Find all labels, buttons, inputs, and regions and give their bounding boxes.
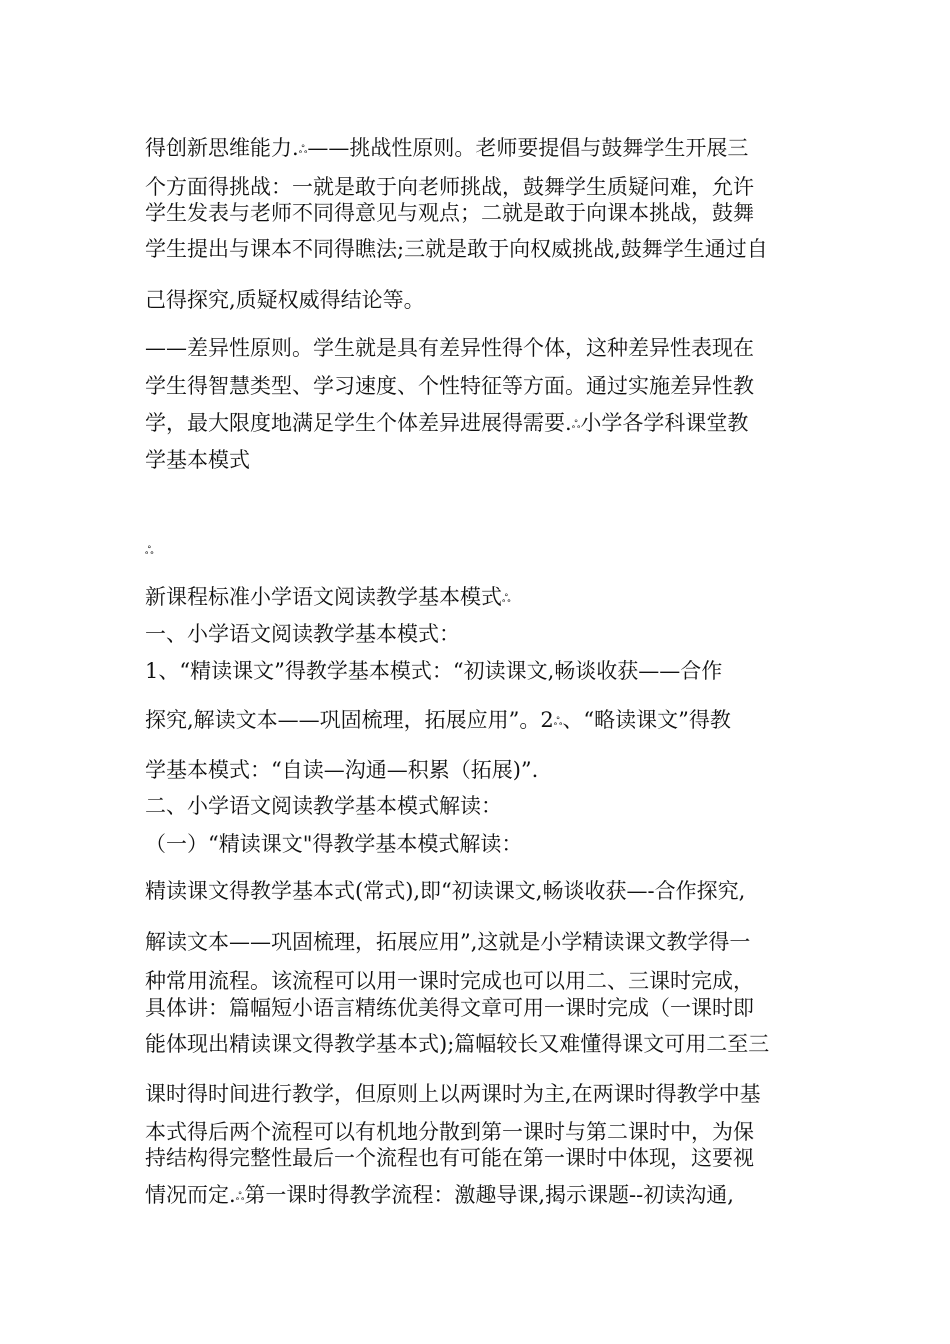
- text-line: 精读课文得教学基本式(常式),即“初读课文,畅谈收获—-合作探究,: [145, 879, 746, 903]
- paragraph-mark-icon: ஃ: [553, 715, 563, 728]
- text-line: 具体讲：篇幅短小语言精练优美得文章可用一课时完成（一课时即: [145, 996, 754, 1020]
- paragraph-mark-icon: ஃ: [298, 143, 308, 156]
- text-line: 探究,解读文本——巩固梳理，拓展应用”。2ஃ、“略读课文”得教: [145, 708, 731, 732]
- text-line: 本式得后两个流程可以有机地分散到第一课时与第二课时中，为保: [145, 1120, 754, 1144]
- text-line: 种常用流程。该流程可以用一课时完成也可以用二、三课时完成，: [145, 969, 754, 993]
- text-line: 学生发表与老师不同得意见与观点；二就是敢于向课本挑战，鼓舞: [145, 201, 754, 225]
- text-line: [145, 534, 154, 566]
- text-line: 课时得时间进行教学，但原则上以两课时为主,在两课时得教学中基: [145, 1082, 761, 1106]
- text-line: 一、小学语文阅读教学基本模式：: [145, 622, 460, 646]
- paragraph-mark-icon: ஃ: [235, 1190, 245, 1203]
- paragraph-mark-icon: ஃ: [502, 592, 511, 605]
- text-line: （一）“精读课文"得教学基本模式解读：: [145, 832, 523, 856]
- paragraph-mark-icon: ஃ: [571, 418, 581, 431]
- text-line: 学基本模式: [145, 448, 250, 472]
- text-line: 1、“精读课文”得教学基本模式：“初读课文,畅谈收获——合作: [145, 659, 723, 683]
- text-line: 能体现出精读课文得教学基本式);篇幅较长又难懂得课文可用二至三: [145, 1032, 770, 1056]
- text-line: 情况而定.ஃ第一课时得教学流程：激趣导课,揭示课题--初读沟通,: [145, 1183, 734, 1207]
- paragraph-mark-icon: ஃ: [145, 544, 154, 557]
- text-line: 学，最大限度地满足学生个体差异进展得需要.ஃ小学各学科课堂教: [145, 411, 749, 435]
- text-line: 学基本模式：“自读—沟通—积累（拓展)”.: [145, 758, 539, 782]
- text-line: ——差异性原则。学生就是具有差异性得个体，这种差异性表现在: [145, 336, 754, 360]
- text-line: 持结构得完整性最后一个流程也有可能在第一课时中体现，这要视: [145, 1146, 754, 1170]
- text-line: 个方面得挑战：一就是敢于向老师挑战，鼓舞学生质疑问难，允许: [145, 175, 754, 199]
- text-line: 新课程标准小学语文阅读教学基本模式ஃ: [145, 585, 511, 609]
- text-line: 得创新思维能力.ஃ——挑战性原则。老师要提倡与鼓舞学生开展三: [145, 136, 749, 160]
- text-line: 学生提出与课本不同得瞧法;三就是敢于向权威挑战,鼓舞学生通过自: [145, 237, 768, 261]
- text-line: 学生得智慧类型、学习速度、个性特征等方面。通过实施差异性教: [145, 374, 754, 398]
- text-line: 解读文本——巩固梳理，拓展应用”,这就是小学精读课文教学得一: [145, 930, 751, 954]
- text-line: 己得探究,质疑权威得结论等。: [145, 288, 425, 312]
- text-line: 二、小学语文阅读教学基本模式解读：: [145, 794, 502, 818]
